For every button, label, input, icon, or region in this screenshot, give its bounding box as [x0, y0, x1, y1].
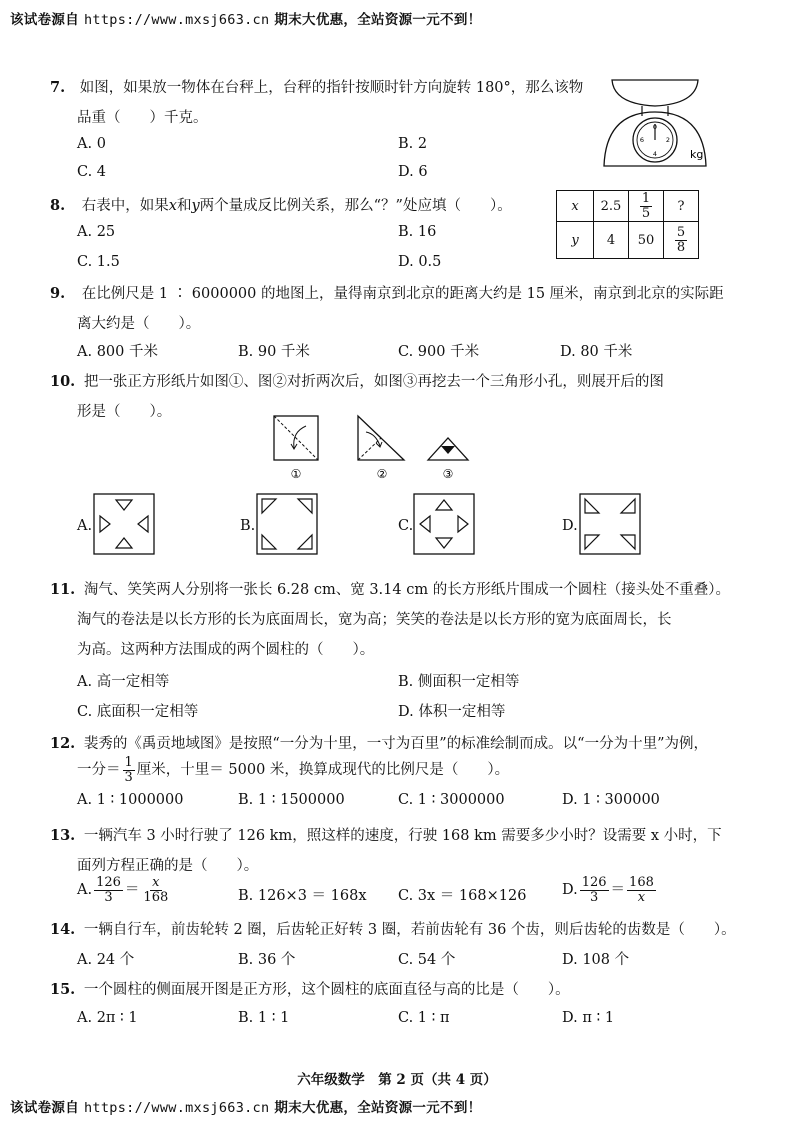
- q7-number: 7.: [50, 79, 66, 96]
- q15-text1: 一个圆柱的侧面展开图是正方形，这个圆柱的底面直径与高的比是（ ）。: [83, 982, 570, 998]
- q15-option-b[interactable]: B. 1 ∶ 1: [238, 1010, 290, 1026]
- platform-scale-figure: [600, 76, 710, 168]
- q13-option-b[interactable]: B. 126×3 ＝ 168x: [238, 888, 367, 904]
- q8-table-y2: 50: [629, 222, 664, 259]
- dial-number-4: 4: [652, 150, 658, 158]
- scale-unit-label: kg: [690, 148, 704, 161]
- q13-a-left-num: 126: [96, 875, 121, 890]
- q12-text2b: 厘米，十里＝ 5000 米，换算成现代的比例尺是（ ）。: [136, 762, 510, 779]
- q8-text-a: 右表中，如果: [81, 198, 169, 214]
- q8-table-row-y: [557, 222, 699, 259]
- q14-line1: [50, 918, 736, 939]
- q10-option-d[interactable]: D.: [562, 518, 578, 534]
- q12-frac-num: 1: [124, 755, 133, 770]
- q10-fold-figures: [270, 412, 470, 484]
- q10-line1: [50, 370, 664, 391]
- q13-option-c[interactable]: C. 3x ＝ 168×126: [398, 888, 527, 904]
- q12-text2a: 一分＝: [77, 762, 121, 779]
- q15-option-c[interactable]: C. 1 ∶ π: [398, 1010, 450, 1026]
- q13-option-a-label: A.: [77, 882, 93, 899]
- q9-text1: 在比例尺是 1 ∶ 6000000 的地图上，量得南京到北京的距离大约是 15 厘米，南京到北京的实际距: [81, 286, 724, 302]
- q9-option-a[interactable]: A. 800 千米: [77, 344, 158, 360]
- q8-table-y3-den: 8: [676, 239, 686, 255]
- q12-option-b[interactable]: B. 1 ∶ 1500000: [238, 792, 345, 808]
- q8-table-x2-num: 1: [641, 190, 651, 206]
- q13-d-right-num: 168: [629, 875, 654, 890]
- q13-d-eq: ＝: [610, 882, 626, 899]
- q8-text-c: 两个量成反比例关系，那么“？”处应填（ ）。: [199, 198, 512, 214]
- q8-option-a[interactable]: A. 25: [77, 224, 116, 240]
- q7-option-c[interactable]: C. 4: [77, 164, 107, 180]
- q14-option-b[interactable]: B. 36 个: [238, 952, 296, 968]
- q13-a-left-den: 3: [104, 889, 113, 905]
- q10-option-a[interactable]: A.: [77, 518, 93, 534]
- q11-line3: 为高。这两种方法围成的两个圆柱的（ ）。: [77, 642, 375, 658]
- q10-option-b[interactable]: B.: [240, 518, 256, 534]
- q14-option-c[interactable]: C. 54 个: [398, 952, 456, 968]
- q8-table-y3-num: 5: [676, 224, 686, 240]
- q8-table-y1: 4: [594, 222, 629, 259]
- q11-number: 11.: [50, 581, 76, 598]
- q10-line2: 形是（ ）。: [77, 404, 172, 420]
- dial-number-0: 0: [652, 123, 658, 131]
- q11-line2: 淘气的卷法是以长方形的长为底面周长，宽为高；笑笑的卷法是以长方形的宽为底面周长，长: [77, 612, 672, 628]
- q11-text1: 淘气、笑笑两人分别将一张长 6.28 cm、宽 3.14 cm 的长方形纸片围成一个圆柱（接头处不重叠）。: [83, 582, 730, 598]
- q10-fig-label-2: ②: [376, 467, 388, 481]
- q13-option-a[interactable]: [77, 876, 172, 904]
- q7-line2: 品重（ ）千克。: [77, 110, 208, 126]
- q8-text-b: 和: [176, 198, 192, 214]
- q9-number: 9.: [50, 285, 66, 302]
- q13-d-right-den: x: [637, 889, 646, 905]
- q12-number: 12.: [50, 735, 76, 752]
- q13-line1: [50, 824, 722, 845]
- q8-table-x2: [629, 191, 664, 222]
- q9-line2: 离大约是（ ）。: [77, 316, 201, 332]
- dial-number-6: 6: [639, 136, 645, 144]
- q8-var-y: y: [191, 198, 200, 214]
- q15-option-d[interactable]: D. π ∶ 1: [562, 1010, 615, 1026]
- q8-table-x1: 2.5: [594, 191, 629, 222]
- bottom-banner: [10, 1096, 481, 1116]
- q8-table-y3: [664, 222, 699, 259]
- q7-text1: 如图，如果放一物体在台秤上，台秤的指针按顺时针方向旋转 180°，那么该物: [79, 80, 584, 96]
- q10-fig-label-3: ③: [442, 467, 454, 481]
- q9-option-b[interactable]: B. 90 千米: [238, 344, 310, 360]
- q9-option-c[interactable]: C. 900 千米: [398, 344, 480, 360]
- q10-option-d-figure[interactable]: [578, 492, 642, 556]
- q12-frac-den: 3: [124, 769, 133, 785]
- bottom-banner-prefix: 该试卷源自: [10, 1100, 79, 1116]
- banner-prefix: 该试卷源自: [10, 12, 79, 28]
- q7-option-d[interactable]: D. 6: [398, 164, 428, 180]
- q13-text1: 一辆汽车 3 小时行驶了 126 km，照这样的速度，行驶 168 km 需要多少小时？设需要 x 小时，下: [83, 828, 722, 844]
- q10-option-b-figure[interactable]: [255, 492, 319, 556]
- banner-suffix: 期末大优惠，全站资源一元不到！: [274, 12, 482, 28]
- q15-option-a[interactable]: A. 2π ∶ 1: [77, 1010, 138, 1026]
- q13-a-right-den: 168: [143, 889, 169, 905]
- bottom-banner-url[interactable]: https://www.mxsj663.cn: [84, 1100, 270, 1116]
- q11-option-a[interactable]: A. 高一定相等: [77, 674, 170, 690]
- q14-option-a[interactable]: A. 24 个: [77, 952, 135, 968]
- q15-number: 15.: [50, 981, 76, 998]
- q13-option-d[interactable]: [562, 876, 658, 904]
- q8-table-row-x: [557, 191, 699, 222]
- q13-number: 13.: [50, 827, 76, 844]
- q13-a-right-num: x: [152, 875, 160, 890]
- q7-line1: [50, 76, 583, 97]
- q10-option-a-figure[interactable]: [92, 492, 156, 556]
- q10-option-c[interactable]: C.: [398, 518, 414, 534]
- q11-option-b[interactable]: B. 侧面积一定相等: [398, 674, 520, 690]
- banner-url[interactable]: https://www.mxsj663.cn: [84, 12, 270, 28]
- q12-option-a[interactable]: A. 1 ∶ 1000000: [77, 792, 184, 808]
- dial-number-2: 2: [665, 136, 671, 144]
- q9-line1: [50, 282, 724, 303]
- q12-text1: 裴秀的《禹贡地域图》是按照“一分为十里，一寸为百里”的标准绘制而成。以“一分为十里”为例，: [83, 736, 708, 752]
- q13-line2: 面列方程正确的是（ ）。: [77, 858, 259, 874]
- q8-table-x3: ?: [664, 191, 699, 222]
- q13-d-left-den: 3: [589, 889, 599, 905]
- q12-option-c[interactable]: C. 1 ∶ 3000000: [398, 792, 505, 808]
- q8-option-d[interactable]: D. 0.5: [398, 254, 442, 270]
- bottom-banner-suffix: 期末大优惠，全站资源一元不到！: [274, 1100, 482, 1116]
- q14-number: 14.: [50, 921, 76, 938]
- q10-fig-label-1: ①: [290, 467, 302, 481]
- q11-option-d[interactable]: D. 体积一定相等: [398, 704, 506, 720]
- q13-option-d-label: D.: [562, 882, 578, 899]
- q11-option-c[interactable]: C. 底面积一定相等: [77, 704, 199, 720]
- q8-table-x-label: x: [557, 191, 594, 222]
- q8-var-x: x: [168, 198, 177, 214]
- q14-option-d[interactable]: D. 108 个: [562, 952, 630, 968]
- q8-option-b[interactable]: B. 16: [398, 224, 437, 240]
- q13-a-eq: ＝: [124, 882, 140, 899]
- q7-option-b[interactable]: B. 2: [398, 136, 428, 152]
- q7-option-a[interactable]: A. 0: [77, 136, 106, 152]
- q11-line1: [50, 578, 730, 599]
- q10-text1: 把一张正方形纸片如图①、图②对折两次后，如图③再挖去一个三角形小孔，则展开后的图: [83, 374, 664, 390]
- q12-line1: [50, 732, 708, 753]
- q8-line1: [50, 194, 512, 215]
- q10-option-c-figure[interactable]: [412, 492, 476, 556]
- q13-d-left-num: 126: [581, 875, 607, 890]
- q12-option-d[interactable]: D. 1 ∶ 300000: [562, 792, 660, 808]
- q10-number: 10.: [50, 373, 76, 390]
- q8-xy-table: [556, 190, 699, 259]
- q9-option-d[interactable]: D. 80 千米: [560, 344, 633, 360]
- q8-table-x2-den: 5: [641, 205, 651, 221]
- top-banner: [10, 8, 481, 28]
- q8-table-y-label: y: [557, 222, 594, 259]
- q15-line1: [50, 978, 570, 999]
- q8-option-c[interactable]: C. 1.5: [77, 254, 120, 270]
- page-footer: 六年级数学 第 2 页（共 4 页）: [297, 1072, 497, 1088]
- q14-text1: 一辆自行车，前齿轮转 2 圈，后齿轮正好转 3 圈，若前齿轮有 36 个齿，则后齿轮的齿数是（ ）。: [83, 922, 736, 938]
- q12-line2: [77, 756, 509, 784]
- q8-number: 8.: [50, 197, 66, 214]
